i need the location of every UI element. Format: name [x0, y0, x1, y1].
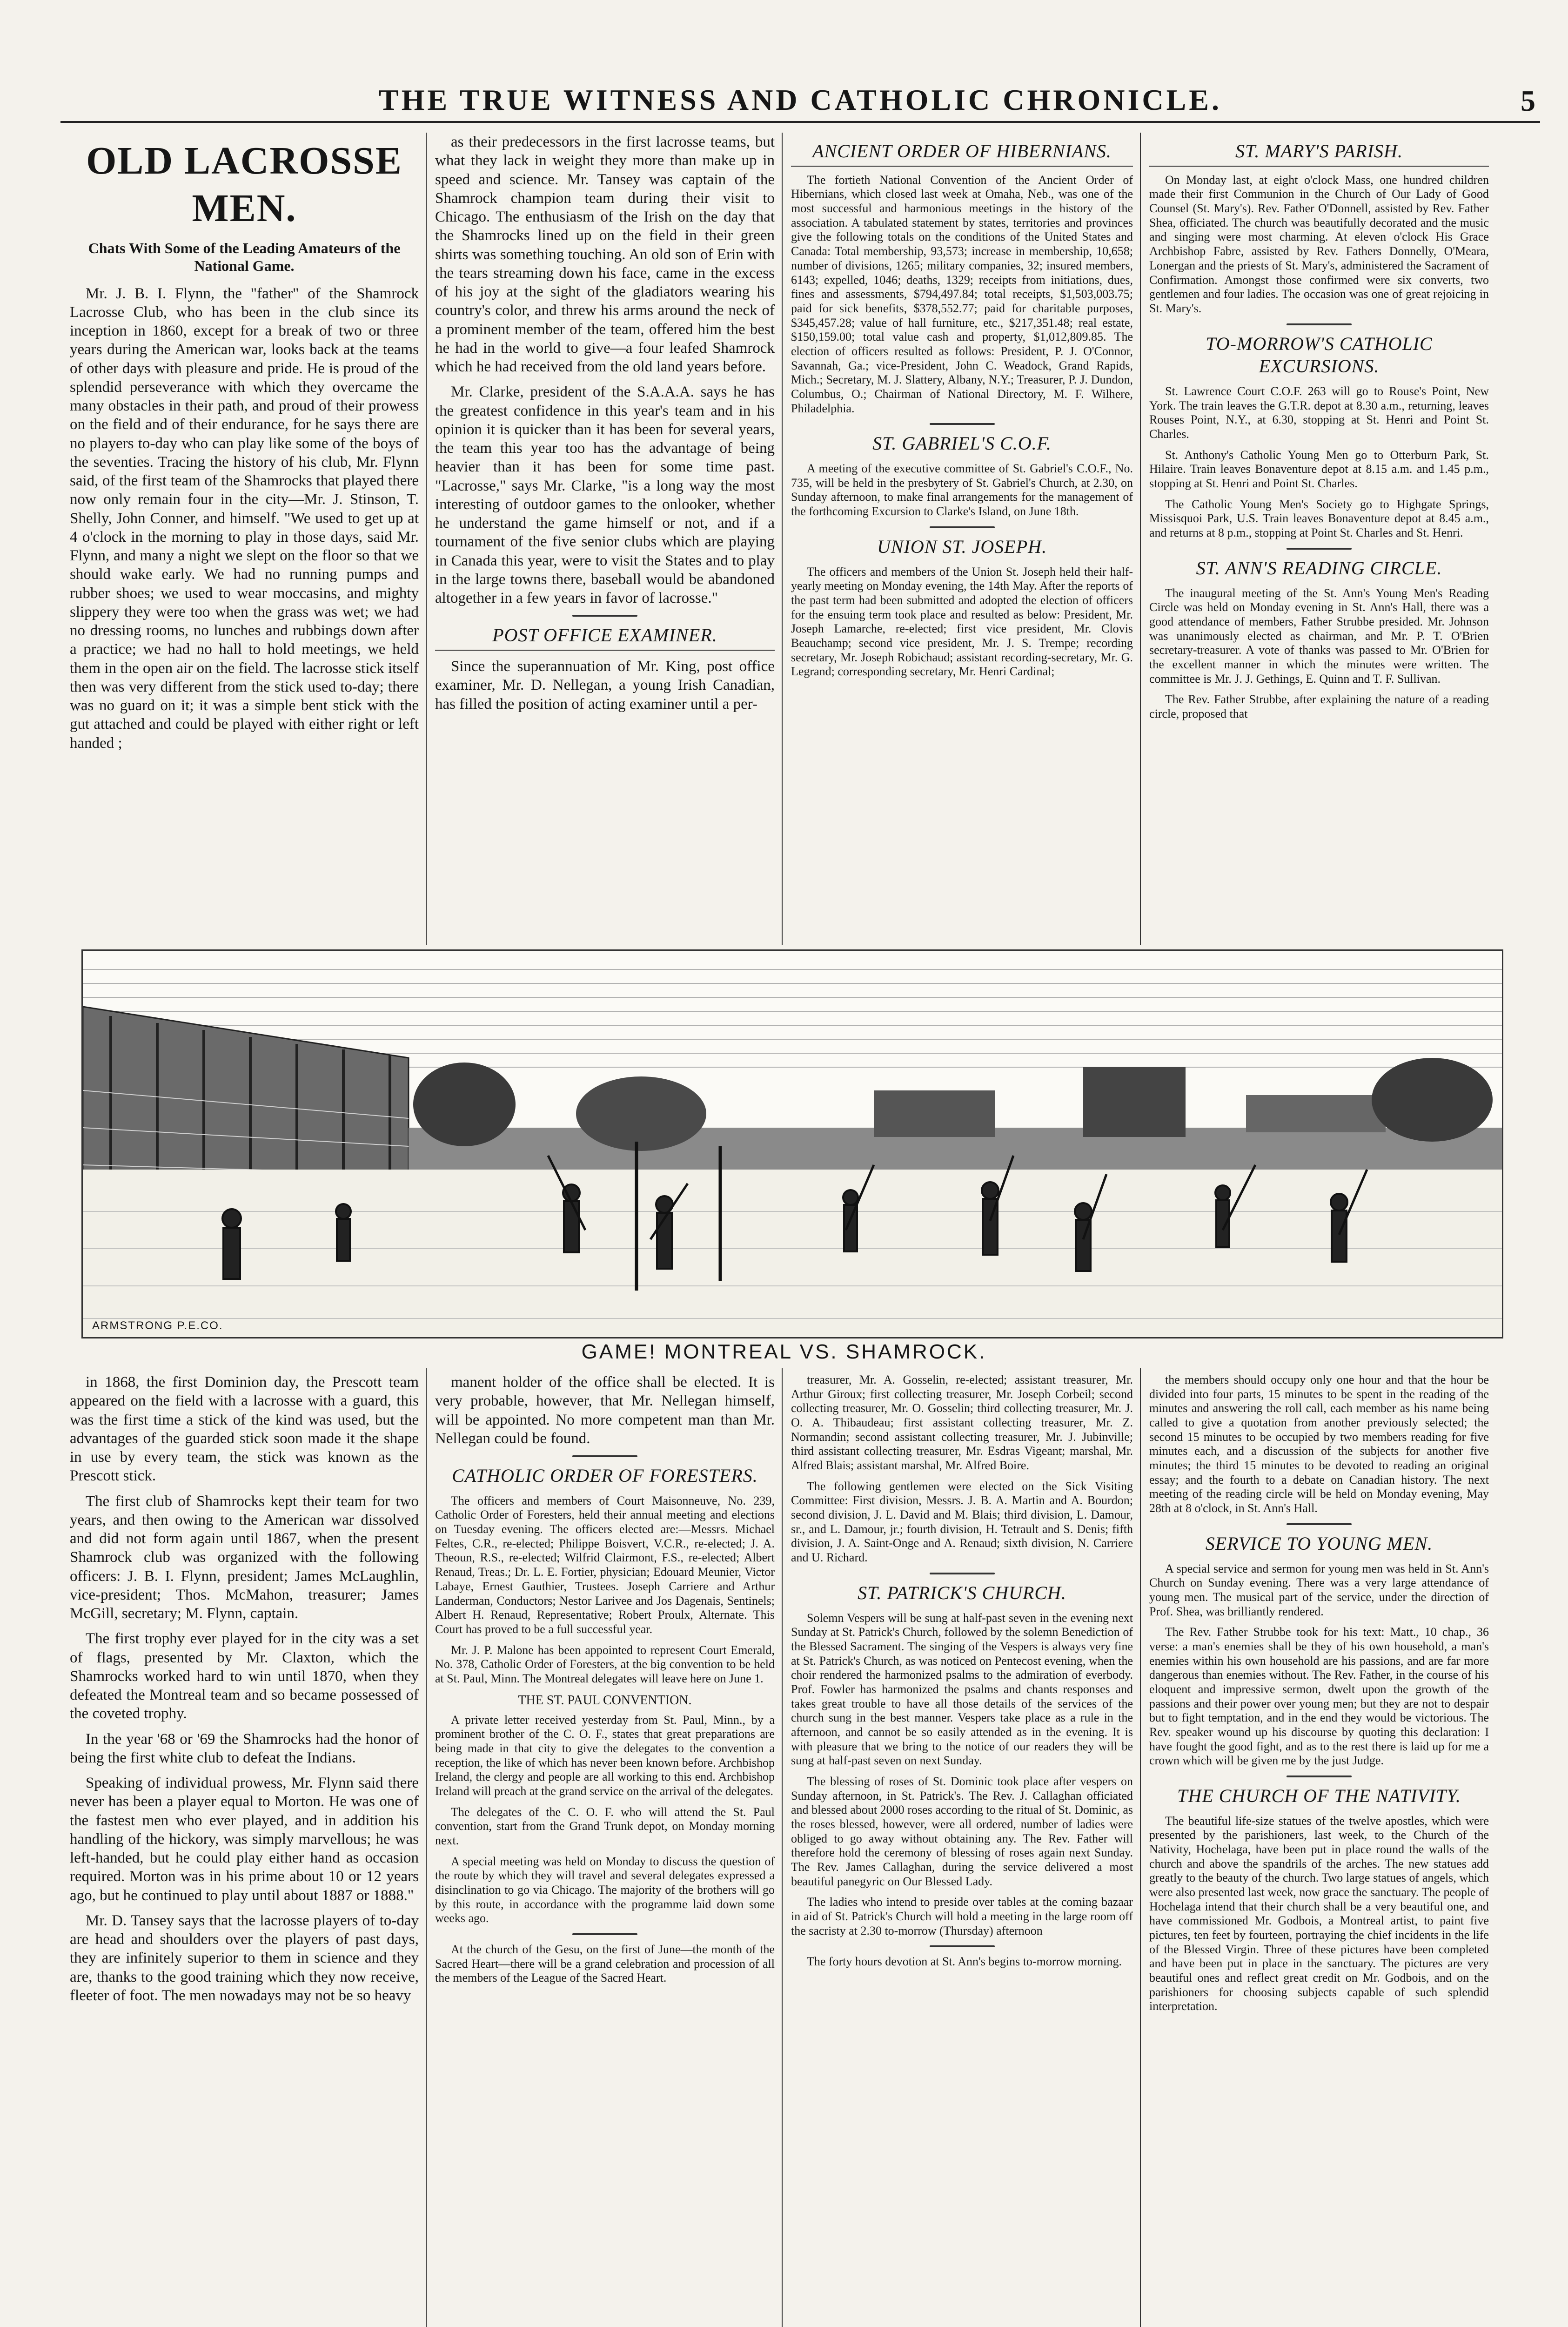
section-separator — [1287, 1523, 1352, 1525]
article-paragraph: The first club of Shamrocks kept their team for two years, and then owing to the American war dissolved and did not form again until 1867, when the present Shamrock club was organized with the following officers: J. B. I. Flynn, president; James McLaughlin, vice-president; Thos. McMahon, treasurer; James McGill, secretary; M. Flynn, captain. — [70, 1493, 419, 1622]
section-heading-post-office-examiner: POST OFFICE EXAMINER. — [435, 624, 775, 651]
column-5 — [70, 1373, 419, 2327]
article-paragraph: A special service and sermon for young men was held in St. Ann's Church on Sunday evening. There was a very large attendance of young men. The musical part of the service, under the direction of Prof. Shea, was brilliantly rendered. — [1149, 1561, 1489, 1618]
artist-signature: ARMSTRONG P.E.CO. — [92, 1319, 223, 1332]
article-paragraph: Since the superannuation of Mr. King, post office examiner, Mr. D. Nellegan, a young Irish Canadian, has filled the position of acting examiner until a per- — [435, 658, 775, 713]
section-separator — [1287, 1776, 1352, 1777]
article-paragraph: A meeting of the executive committee of St. Gabriel's C.O.F., No. 735, will be held in the presbytery of St. Gabriel's Church, at 2.30, on Sunday afternoon, to make final arrangements for the management of the forthcoming Excursion to Clarke's Island, on June 18th. — [791, 462, 1133, 518]
column-rule — [426, 133, 427, 945]
article-paragraph: The ladies who intend to preside over tables at the coming bazaar in aid of St. Patrick's Church will hold a meeting in the large room off the sacristy at 2.30 to-morrow (Thursday) afternoon — [791, 1895, 1133, 1937]
section-heading-service-to-young-men: SERVICE TO YOUNG MEN. — [1205, 1533, 1433, 1554]
section-heading-church-of-the-nativity: THE CHURCH OF THE NATIVITY. — [1177, 1785, 1461, 1806]
section-separator — [572, 615, 637, 617]
article-paragraph: The Catholic Young Men's Society go to Highgate Springs, Missisquoi Park, U.S. Train leaves Bonaventure depot at 8.45 a.m., and returns at 8 p.m., stopping at Point St. Charles and St. Henri. — [1149, 497, 1489, 540]
section-heading-catholic-order-of-foresters: CATHOLIC ORDER OF FORESTERS. — [452, 1465, 758, 1486]
article-paragraph: The inaugural meeting of the St. Ann's Young Men's Reading Circle was held on Monday evening in St. Ann's Hall, there was a good attendance of members, Father Strubbe presided. Mr. Johnson was unanimously elected as chairman, and Mr. P. T. O'Brien secretary-treasurer. A vote of thanks was passed to Mr. O'Brien for the excellent manner in which the minutes were written. The committee is Mr. J. J. Gethings, E. Quinn and T. F. Sullivan. — [1149, 586, 1489, 686]
article-paragraph: Mr. J. B. I. Flynn, the "father" of the Shamrock Lacrosse Club, who has been in the club since its inception in 1860, except for a break of two or three years during the American war, looks back at the teams of other days with pleasure and pride. He is proud of the splendid perseverance with which they overcame the many obstacles in their path, and proud of their prowess on the field and of their endurance, for he says there are no players to-day who can play like some of the boys of the seventies. Tracing the history of his club, Mr. Flynn said, of the first team of the Shamrocks that played there now only remain four in the city—Mr. J. Stinson, T. Shelly, John Conner, and himself. "We used to get up at 4 o'clock in the morning to play in those days, said Mr. Flynn, and many a night we slept on the floor so that we should wake early. We had no running pumps and rubber shoes; we used to wear moccasins, and mighty slippery they were too when the grass was wet; we had no dressing rooms, no lunches and rubbings down after a practice; we had no hall to hold meetings, we held them in the open air on the field. The lacrosse stick itself then was very different from the stick used to-day; there was no guard on it; it was a simple bent stick with the gut attached and could be played with either right or left handed ; — [70, 285, 419, 752]
section-separator — [572, 1933, 637, 1935]
article-paragraph: The officers and members of Court Maisonneuve, No. 239, Catholic Order of Foresters, held their annual meeting and elections on Tuesday evening. The officers elected are:—Messrs. Michael Feltes, C.R., re-elected; Philippe Boisvert, V.C.R., re-elected; J. A. Theoun, R.S., re-elected; Wilfrid Clairmont, F.S., re-elected; Albert Renaud, Treas.; Dr. L. E. Fortier, physician; Edouard Meunier, Victor Labaye, Ernest Gauthier, Trustees. Joseph Carriere and Arthur Landerman, Conductors; Nestor Larivee and Jos Dagenais, Sentinels; Albert H. Renaud, Representative; Robert Proulx, Alternate. This Court has proved to be a full successful year. — [435, 1493, 775, 1636]
article-paragraph: The Rev. Father Strubbe, after explaining the nature of a reading circle, proposed that — [1149, 693, 1489, 720]
article-paragraph: The officers and members of the Union St. Joseph held their half-yearly meeting on Monday evening, the 14th May. After the reports of the past term had been submitted and adopted the election of officers for the ensuing term took place and resulted as below: President, Mr. Joseph Lamarche, re-elected; first vice president, Mr. Clovis Beauchamp; second vice president, Mr. J. S. Trempe; recording secretary, Mr. Joseph Robichaud; assistant recording-secretary, Mr. G. Legrand; corresponding secretary, Mr. Henri Cardinal; — [791, 565, 1133, 679]
article-paragraph: The following gentlemen were elected on the Sick Visiting Committee: First division, Messrs. J. B. A. Martin and A. Bourdon; second division, J. L. David and M. Blais; third division, L. Damour, sr., and L. Damour, jr.; fourth division, H. Tetrault and S. Denis; fifth division, J. A. Saint-Onge and A. Renaud; sixth division, N. Carriere and U. Richard. — [791, 1479, 1133, 1565]
subheading-st-paul-convention: THE ST. PAUL CONVENTION. — [518, 1693, 692, 1708]
section-heading-st-marys-parish: ST. MARY'S PARISH. — [1149, 140, 1489, 167]
column-rule — [426, 1368, 427, 2327]
article-paragraph: Mr. D. Tansey says that the lacrosse players of to-day are head and shoulders over the players of past days, they are infinitely superior to them in science and they are, thanks to the good training which they now receive, fleeter of foot. The men nowadays may not be so heavy — [70, 1912, 419, 2004]
article-paragraph: St. Anthony's Catholic Young Men go to Otterburn Park, St. Hilaire. Train leaves Bonaventure depot at 8.15 a.m. and 1.45 p.m., stopping at St. Henri and Point St. Charles. — [1149, 448, 1489, 491]
article-paragraph: St. Lawrence Court C.O.F. 263 will go to Rouse's Point, New York. The train leaves the G.T.R. depot at 8.30 a.m., returning, leaves Rouses Point, N.Y., at 6.30, stopping at St. Henri and Point St. Charles. — [1149, 384, 1489, 441]
column-7 — [791, 1373, 1133, 2327]
article-paragraph: A special meeting was held on Monday to discuss the question of the route by which they will travel and several delegates expressed a disinclination to go via Chicago. The majority of the brothers will go by this route, in accordance with the programme laid down some weeks ago. — [435, 1854, 775, 1925]
article-paragraph: A private letter received yesterday from St. Paul, Minn., by a prominent brother of the C. O. F., states that great preparations are being made in that city to give the delegates to the convention a reception, the like of which has never been known before. Archbishop Ireland, the clergy and people are all working to this end. Archbishop Ireland will preach at the grand service on the arrival of the delegates. — [435, 1713, 775, 1798]
headline-old-lacrosse-men: OLD LACROSSE MEN. — [86, 139, 402, 230]
lacrosse-scene-drawing — [83, 951, 1502, 1337]
column-4 — [1149, 133, 1489, 945]
section-separator — [1287, 548, 1352, 550]
article-paragraph: treasurer, Mr. A. Gosselin, re-elected; assistant treasurer, Mr. Arthur Giroux; first collecting treasurer, Mr. Joseph Corbeil; second collecting treasurer, Mr. O. Gosselin; third collecting treasurer, Mr. J. O. A. Thibaudeau; first assistant collecting treasurer, Mr. Z. Normandin; second assistant collecting treasurer, Mr. J. Jubinville; third assistant collecting treasurer, Mr. Esdras Vigeant; marshal, Mr. Alfred Blais; assistant marshal, Mr. Alfred Boire. — [791, 1373, 1133, 1473]
article-paragraph: On Monday last, at eight o'clock Mass, one hundred children made their first Communion in the Church of Our Lady of Good Counsel (St. Mary's). Rev. Father O'Donnell, assisted by Rev. Father Shea, officiated. The church was beautifully decorated and the music and singing were most charming. At eleven o'clock His Grace Archbishop Fabre, assisted by Rev. Fathers Donnelly, O'Meara, Lonergan and the priests of St. Mary's, administered the Sacrament of Confirmation. Amongst those confirmed were six converts, two gentlemen and four ladies. The occasion was one of great rejoicing in St. Mary's. — [1149, 173, 1489, 315]
article-paragraph: the members should occupy only one hour and that the hour be divided into four parts, 15 minutes to be spent in the reading of the minutes and answering the roll call, each member as his name being called to give a quotation from another previously selected; the second 15 minutes to be occupied by two members reading for five minutes each, and a discussion of the subjects for another five minutes; the third 15 minutes to be devoted to reading an original essay; and the fourth to a debate on Canadian history. The next meeting of the reading circle will be held on Monday evening, May 28th at 8 o'clock, in St. Ann's Hall. — [1149, 1373, 1489, 1515]
section-separator — [930, 526, 995, 528]
section-separator — [930, 1573, 995, 1574]
article-paragraph: Solemn Vespers will be sung at half-past seven in the evening next Sunday at St. Patrick's Church, followed by the solemn Benediction of the Blessed Sacrament. The singing of the Vespers is always very fine at St. Patrick's Church, as was noticed on Pentecost evening, when the choir rendered the harmonized psalms to the admiration of everbody. Prof. Fowler has harmonized the psalms and chants responses and takes great trouble to have all those details of the services of the church sung in the best manner. Vespers take place as a rule in the afternoon, and cannot be so easily attended as in the evening. It is with pleasure that we bring to the notice of our readers they will be sung at half-past seven on next Sunday. — [791, 1611, 1133, 1768]
page-number: 5 — [1521, 84, 1535, 117]
article-paragraph: manent holder of the office shall be elected. It is very probable, however, that Mr. Nellegan himself, will be appointed. No more competent man than Mr. Nellegan could be found. — [435, 1374, 775, 1447]
article-paragraph: In the year '68 or '69 the Shamrocks had the honor of being the first white club to defeat the Indians. — [70, 1730, 419, 1766]
column-8 — [1149, 1373, 1489, 2327]
article-paragraph: The delegates of the C. O. F. who will attend the St. Paul convention, start from the Grand Trunk depot, on Monday morning next. — [435, 1805, 775, 1848]
section-separator — [572, 1455, 637, 1457]
column-6 — [435, 1373, 775, 2327]
section-heading-st-anns-reading-circle: ST. ANN'S READING CIRCLE. — [1196, 557, 1442, 578]
section-separator — [930, 423, 995, 425]
column-3 — [791, 133, 1133, 945]
article-paragraph: Speaking of individual prowess, Mr. Flynn said there never has been a player equal to Morton. He was one of the fastest men who ever played, and in addition his handling of the hickory, was simply marvellous; he was left-handed, but he could play either hand as occasion required. Morton was in his prime about 10 or 12 years ago, but he continued to play until about 1887 or 1888." — [70, 1775, 419, 1904]
column-rule — [782, 1368, 783, 2327]
article-paragraph: The first trophy ever played for in the city was a set of flags, presented by Mr. Claxton, which the Shamrocks worked hard to win until 1870, when they defeated the Montreal team and so became possessed of the coveted trophy. — [70, 1630, 419, 1722]
column-rule — [1140, 1368, 1141, 2327]
column-rule — [782, 133, 783, 945]
article-paragraph: Mr. Clarke, president of the S.A.A.A. says he has the greatest confidence in this year's team and in his opinion it is quicker than it has been for several years, the team this year too has the advantage of being heavier than it has been for some time past. "Lacrosse," says Mr. Clarke, "is a long way the most interesting of outdoor games to the onlooker, whether he understand the game himself or not, and if a tournament of the five senior clubs which are playing in Canada this year, were to visit the States and to play in the large towns there, baseball would be abandoned altogether in a few years in favor of lacrosse." — [435, 383, 775, 606]
section-heading-catholic-excursions: TO-MORROW'S CATHOLIC EXCURSIONS. — [1206, 333, 1433, 377]
article-paragraph: Mr. J. P. Malone has been appointed to represent Court Emerald, No. 378, Catholic Order of Foresters, at the big convention to be held at St. Paul, Minn. The Montreal delegates will leave here on June 1. — [435, 1643, 775, 1685]
lacrosse-game-illustration — [81, 949, 1503, 1338]
section-separator — [1287, 323, 1352, 325]
masthead — [60, 70, 1540, 123]
subheadline: Chats With Some of the Leading Amateurs of the National Game. — [88, 239, 401, 275]
newspaper-title: THE TRUE WITNESS AND CATHOLIC CHRONICLE. — [379, 83, 1222, 116]
column-rule — [1140, 133, 1141, 945]
article-paragraph: in 1868, the first Dominion day, the Prescott team appeared on the field with a lacrosse with a guard, this was the first time a stick of the kind was used, but the advantages of the guarded stick soon made it the shape in use by every team, the stick was known as the Prescott stick. — [70, 1374, 419, 1485]
article-paragraph: The Rev. Father Strubbe took for his text: Matt., 10 chap., 36 verse: a man's enemies shall be they of his own household, a man's enemies within his own household are his passions, and are far more dangerous than enemies without. The Rev. Father, in the course of his eloquent and impressive sermon, dwelt upon the growth of the passions and their power over young men; but they are not to despair but to fight temptation, and in the end they would be victorious. The Rev. speaker wound up his discourse by quoting this declaration: I have fought the good fight, and as to the rest there is laid up for me a crown which will be given me by the just Judge. — [1149, 1625, 1489, 1768]
section-heading-st-patricks-church: ST. PATRICK'S CHURCH. — [858, 1582, 1066, 1603]
article-paragraph: The forty hours devotion at St. Ann's begins to-morrow morning. — [807, 1955, 1122, 1969]
section-heading-hibernians: ANCIENT ORDER OF HIBERNIANS. — [791, 140, 1133, 167]
illustration-caption: GAME! MONTREAL VS. SHAMROCK. — [581, 1340, 987, 1363]
article-paragraph: The blessing of roses of St. Dominic took place after vespers on Sunday afternoon, in St. Patrick's. The Rev. J. Callaghan officiated and blessed about 2000 roses according to the ritual of St. Dominic, as the roses blessed, however, were all ordered, number of ladies were obliged to go away without obtaining any. The Rev. Father will therefore hold the ceremony of blessing of roses again next Sunday. The Rev. James Callaghan, during the service delivered a most beautiful panegyric on Our Blessed Lady. — [791, 1774, 1133, 1888]
article-paragraph: The fortieth National Convention of the Ancient Order of Hibernians, which closed last week at Omaha, Neb., was one of the most successful and harmonious meetings in the history of the association. A tabulated statement by states, territories and provinces give the following totals on the conditions of the United States and Canada: Total membership, 93,573; increase in membership, 10,658; number of divisions, 1265; military companies, 32; insured members, 6143; expelled, 1046; deaths, 1329; receipts from initiations, dues, fines and assessments, $794,497.84; total receipts, $1,503,003.75; paid for sick benefits, $378,552.77; paid for charitable purposes, $345,457.28; value of hall furniture, etc., $217,351.48; real estate, $150,159.00; total value cash and property, $1,012,809.85. The election of officers resulted as follows: President, P. J. O'Connor, Savannah, Ga.; vice-President, John C. Weadock, Grand Rapids, Mich.; Secretary, M. J. Slattery, Albany, N.Y.; Treasurer, P. J. Dundon, Columbus, O.; Chairman of National Directory, M. F. Wilhere, Philadelphia. — [791, 173, 1133, 415]
section-heading-union-st-joseph: UNION ST. JOSEPH. — [877, 536, 1047, 557]
column-2 — [435, 133, 775, 945]
article-paragraph: The beautiful life-size statues of the twelve apostles, which were presented by the parishioners, last week, to the Church of the Nativity, Hochelaga, have been put in place round the walls of the church and above the spandrils of the arches. The new statues add greatly to the beauty of the church. Two large statues of angels, which were also presented last week, now grace the sanctuary. The people of Hochelaga intend that their church shall be a very beautiful one, and have commissioned Mr. Godbois, a Montreal artist, to paint five pictures, ten feet by fourteen, portraying the chief incidents in the life of the Blessed Virgin. Three of these pictures have been completed and have been put in place in the sanctuary. The pictures are very beautiful ones and reflect great credit on Mr. Godbois, and on the parishioners for choosing subjects capable of such splendid interpretation. — [1149, 1814, 1489, 2013]
column-1 — [70, 133, 419, 945]
section-heading-st-gabriels: ST. GABRIEL'S C.O.F. — [872, 433, 1052, 454]
section-separator — [930, 1945, 995, 1947]
article-paragraph: At the church of the Gesu, on the first of June—the month of the Sacred Heart—there will be a grand celebration and procession of all the members of the League of the Sacred Heart. — [435, 1943, 775, 1985]
article-paragraph: as their predecessors in the first lacrosse teams, but what they lack in weight they more than make up in speed and science. Mr. Tansey was captain of the Shamrock champion team during their visit to Chicago. The enthusiasm of the Irish on the day that the Shamrocks lined up on the field in their green shirts was something touching. An old son of Erin with the tears streaming down his face, came in the excess of his joy at the sight of the gladiators wearing his country's color, and threw his arms around the neck of a prominent member of the team, offered him the best he had in the world to give—a four leafed Shamrock which he had received from the old land years before. — [435, 134, 775, 375]
